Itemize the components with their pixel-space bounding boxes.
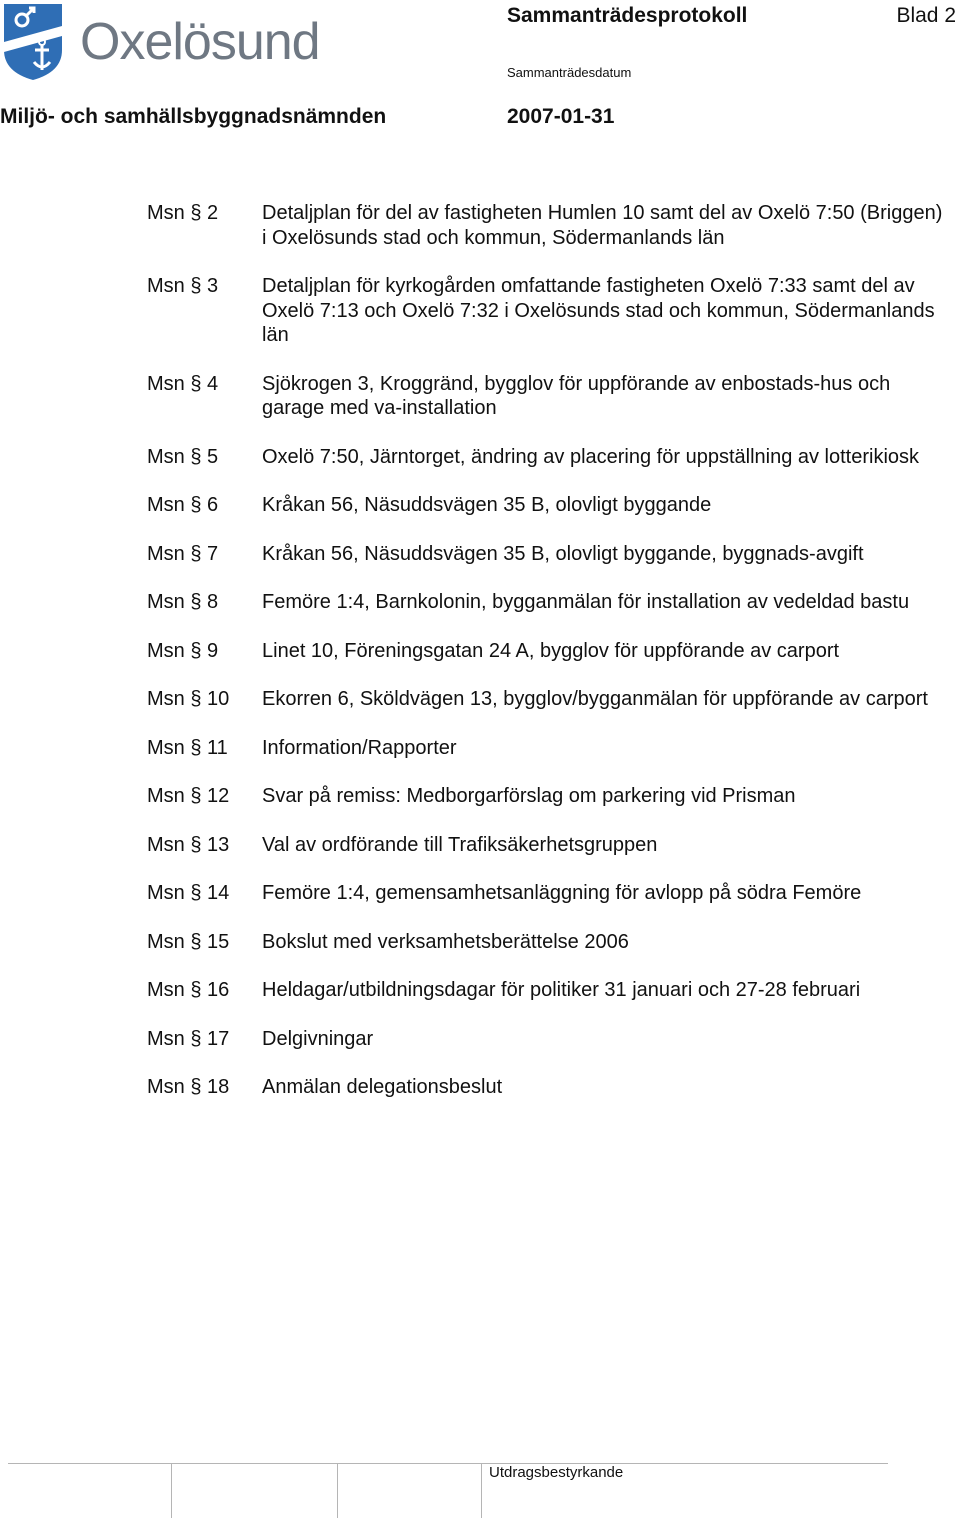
agenda-item-number: Msn § 9 [147,639,219,662]
agenda-item-number: Msn § 4 [147,372,219,395]
agenda-item-number: Msn § 10 [147,688,230,710]
agenda-item [147,372,947,421]
agenda-item-title: Femöre 1:4, Barnkolonin, bygganmälan för installation av vedeldad bastu [262,591,910,613]
agenda-item-title: Ekorren 6, Sköldvägen 13, bygglov/bygganmälan för uppförande av carport [262,688,928,710]
agenda-item-number: Msn § 18 [147,1076,230,1098]
agenda-item-number: Msn § 12 [147,785,230,807]
agenda-item-title: Kråkan 56, Näsuddsvägen 35 B, olovligt byggande, byggnads-avgift [262,542,864,565]
document-type: Sammanträdesprotokoll [507,4,748,27]
agenda-item-title: Kråkan 56, Näsuddsvägen 35 B, olovligt byggande [262,494,712,516]
agenda-item [147,1027,947,1052]
meeting-date: 2007-01-31 [507,105,615,128]
agenda-item [147,274,947,348]
agenda-item [147,881,947,906]
agenda-item [147,833,947,858]
agenda-item [147,687,947,712]
agenda-item-title: Femöre 1:4, gemensamhetsanläggning för avlopp på södra Femöre [262,882,862,904]
agenda-item [147,1075,947,1100]
agenda-item-number: Msn § 6 [147,494,219,516]
agenda-item-title: Information/Rapporter [262,736,457,759]
agenda-item-number: Msn § 7 [147,542,219,565]
agenda-item-title: Detaljplan för del av fastigheten Humlen 10 samt del av Oxelö 7:50 (Briggen) i Oxelösunds stad och kommun, Södermanlands län [262,202,943,249]
footer-signature-box-divider [171,1463,172,1518]
agenda-item-title: Heldagar/utbildningsdagar för politiker 31 januari och 27-28 februari [262,979,861,1001]
footer-signature-box-divider [481,1463,482,1518]
agenda-item-number: Msn § 5 [147,445,219,468]
agenda-item [147,784,947,809]
agenda-item-title: Delgivningar [262,1027,374,1050]
agenda-item-title: Oxelö 7:50, Järntorget, ändring av placering för uppställning av lotterikiosk [262,445,920,468]
agenda-item-title: Sjökrogen 3, Kroggränd, bygglov för uppförande av enbostads-hus och garage med va-installation [262,372,891,419]
agenda-item-number: Msn § 17 [147,1027,230,1050]
agenda-item-number: Msn § 2 [147,202,219,224]
agenda-item-title: Anmälan delegationsbeslut [262,1076,503,1098]
footer-signature-box-divider [337,1463,338,1518]
agenda-item-number: Msn § 15 [147,930,230,953]
coat-of-arms-icon [2,2,64,82]
agenda-item [147,930,947,955]
municipality-logo [2,2,342,82]
agenda-item-title: Svar på remiss: Medborgarförslag om parkering vid Prisman [262,785,796,807]
agenda-item [147,201,947,250]
agenda-item-number: Msn § 11 [147,736,228,759]
agenda-item-number: Msn § 3 [147,275,219,297]
agenda-item-title: Bokslut med verksamhetsberättelse 2006 [262,930,629,953]
agenda-item [147,590,947,615]
footer-rule [8,1463,888,1464]
agenda-list [147,201,947,1124]
agenda-item [147,542,947,567]
sheet-number: Blad 2 [896,4,956,27]
agenda-item [147,736,947,761]
agenda-item-number: Msn § 14 [147,882,230,904]
agenda-item-number: Msn § 16 [147,979,230,1001]
agenda-item [147,493,947,518]
certification-label: Utdragsbestyrkande [489,1464,624,1481]
board-name: Miljö- och samhällsbyggnadsnämnden [0,105,387,128]
agenda-item-title: Linet 10, Föreningsgatan 24 A, bygglov för uppförande av carport [262,639,840,662]
agenda-item [147,639,947,664]
agenda-item-number: Msn § 8 [147,591,219,613]
agenda-item-title: Detaljplan för kyrkogården omfattande fastigheten Oxelö 7:33 samt del av Oxelö 7:13 och Oxelö 7:32 i Oxelösunds stad och kommun, Södermanlands län [262,275,935,346]
meeting-date-label: Sammanträdesdatum [507,65,632,80]
agenda-item-number: Msn § 13 [147,833,230,856]
agenda-item [147,445,947,470]
agenda-item-title: Val av ordförande till Trafiksäkerhetsgruppen [262,833,658,856]
agenda-item [147,978,947,1003]
logo-wordmark: Oxelösund [80,13,320,71]
